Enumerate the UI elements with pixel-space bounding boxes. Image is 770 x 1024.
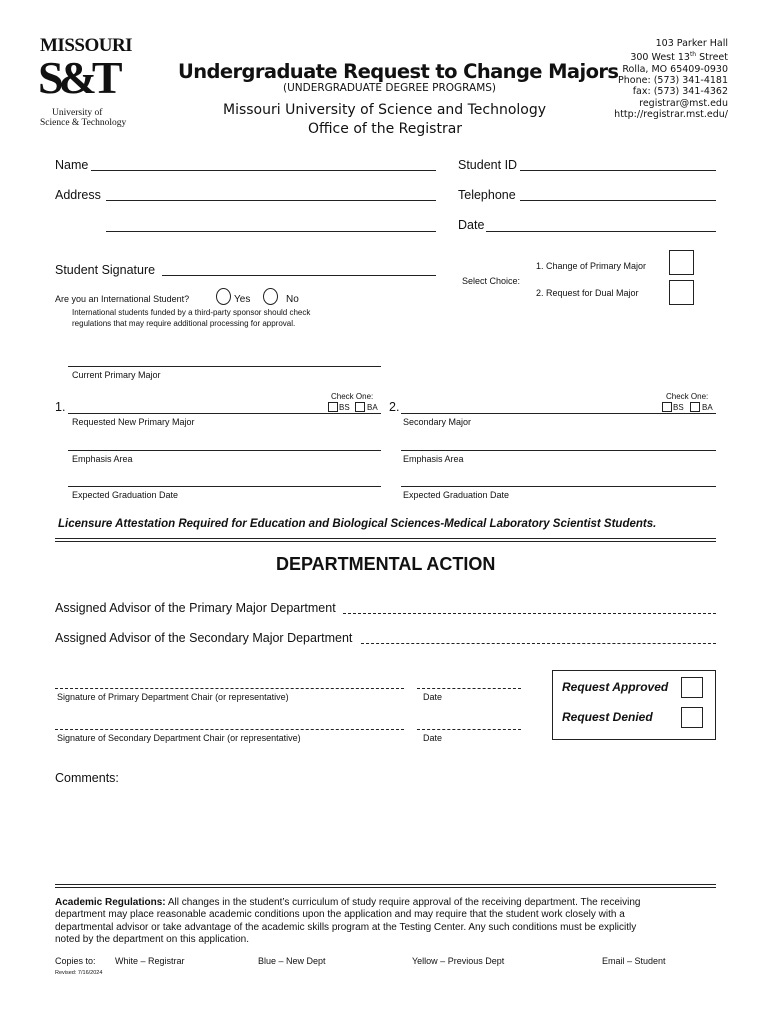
primary-grad-date-field[interactable] xyxy=(68,486,381,487)
primary-emphasis-field[interactable] xyxy=(68,450,381,451)
student-signature-label: Student Signature xyxy=(55,263,156,277)
date-label: Date xyxy=(458,218,485,232)
phone-line: Phone: (573) 341-4181 xyxy=(618,75,728,87)
check-one-label-left: Check One: xyxy=(331,392,374,401)
international-yes-radio[interactable] xyxy=(216,288,231,305)
secondary-chair-date-label: Date xyxy=(423,733,443,743)
secondary-bs-label: BS xyxy=(673,403,684,412)
no-label: No xyxy=(286,294,299,305)
number-2: 2. xyxy=(389,400,400,414)
comments-area[interactable] xyxy=(55,790,716,878)
request-denied-checkbox[interactable] xyxy=(681,707,703,728)
name-label: Name xyxy=(55,158,89,172)
address-label: Address xyxy=(55,188,101,202)
primary-chair-date-label: Date xyxy=(423,692,443,702)
footer-divider xyxy=(55,884,716,888)
international-question: Are you an International Student? xyxy=(55,294,190,304)
office-name: Office of the Registrar xyxy=(308,121,463,137)
copy-white: White – Registrar xyxy=(115,956,185,966)
request-denied-label: Request Denied xyxy=(562,710,653,724)
advisor-secondary-field[interactable] xyxy=(361,643,716,644)
current-primary-major-field[interactable] xyxy=(68,366,381,367)
international-no-radio[interactable] xyxy=(263,288,278,305)
choice-dual-major-checkbox[interactable] xyxy=(669,280,694,305)
secondary-emphasis-field[interactable] xyxy=(401,450,716,451)
secondary-chair-signature-field[interactable] xyxy=(55,729,404,730)
copy-blue: Blue – New Dept xyxy=(258,956,326,966)
approval-panel xyxy=(552,670,716,740)
telephone-field[interactable] xyxy=(520,200,716,201)
logo-monogram: S&T xyxy=(38,52,118,103)
primary-chair-signature-label: Signature of Primary Department Chair (or representative) xyxy=(57,692,289,702)
primary-ba-label: BA xyxy=(367,403,378,412)
primary-grad-date-label: Expected Graduation Date xyxy=(72,490,179,500)
secondary-bs-checkbox[interactable] xyxy=(662,402,672,412)
secondary-major-label: Secondary Major xyxy=(403,417,472,427)
primary-chair-date-field[interactable] xyxy=(417,688,521,689)
regulations-line: noted by the department on this application. xyxy=(55,934,250,946)
select-choice-label: Select Choice: xyxy=(462,276,521,286)
advisor-primary-field[interactable] xyxy=(343,613,716,614)
international-note-1: International students funded by a third-party sponsor should check xyxy=(72,308,311,317)
student-id-field[interactable] xyxy=(520,170,716,171)
address-line: Rolla, MO 65409-0930 xyxy=(622,63,728,75)
request-approved-label: Request Approved xyxy=(562,680,669,694)
primary-chair-signature-field[interactable] xyxy=(55,688,404,689)
logo-subtitle-1: University of xyxy=(52,108,103,118)
advisor-secondary-label: Assigned Advisor of the Secondary Major Department xyxy=(55,631,353,645)
secondary-grad-date-label: Expected Graduation Date xyxy=(403,490,510,500)
licensure-notice: Licensure Attestation Required for Education and Biological Sciences-Medical Laboratory Scientist Students. xyxy=(58,518,657,530)
secondary-chair-date-field[interactable] xyxy=(417,729,521,730)
secondary-grad-date-field[interactable] xyxy=(401,486,716,487)
departmental-action-heading: DEPARTMENTAL ACTION xyxy=(276,554,496,574)
secondary-major-field[interactable] xyxy=(401,413,716,414)
form-title: Undergraduate Request to Change Majors xyxy=(178,60,619,83)
revised-date: Revised: 7/16/2024 xyxy=(55,970,103,976)
primary-emphasis-label: Emphasis Area xyxy=(72,454,133,464)
comments-label: Comments: xyxy=(55,771,119,785)
requested-primary-major-field[interactable] xyxy=(68,413,381,414)
address-line: 300 West 13th Street xyxy=(630,51,728,64)
website-link[interactable]: http://registrar.mst.edu/ xyxy=(614,108,728,120)
address-line: 103 Parker Hall xyxy=(655,38,728,49)
copy-email: Email – Student xyxy=(602,956,666,966)
primary-bs-label: BS xyxy=(339,403,350,412)
regulations-line: department may place reasonable academic conditions upon the application and may require that the student work closely with a xyxy=(55,909,625,921)
name-field[interactable] xyxy=(91,170,436,171)
choice-change-primary-checkbox[interactable] xyxy=(669,250,694,275)
logo-subtitle-2: Science & Technology xyxy=(40,118,127,128)
primary-ba-checkbox[interactable] xyxy=(355,402,365,412)
address-field-1[interactable] xyxy=(106,200,436,201)
section-divider xyxy=(55,538,716,542)
secondary-ba-checkbox[interactable] xyxy=(690,402,700,412)
secondary-chair-signature-label: Signature of Secondary Department Chair (or representative) xyxy=(57,733,301,743)
copies-to-label: Copies to: xyxy=(55,956,96,966)
regulations-line: Academic Regulations: All changes in the student’s curriculum of study require approval of the receiving department. The receiving xyxy=(55,897,641,908)
date-field[interactable] xyxy=(486,231,716,232)
fax-line: fax: (573) 341-4362 xyxy=(632,86,728,98)
telephone-label: Telephone xyxy=(458,188,516,202)
primary-bs-checkbox[interactable] xyxy=(328,402,338,412)
international-note-2: regulations that may require additional processing for approval. xyxy=(72,319,296,328)
requested-primary-major-label: Requested New Primary Major xyxy=(72,417,195,427)
student-id-label: Student ID xyxy=(458,158,518,172)
copy-yellow: Yellow – Previous Dept xyxy=(412,956,505,966)
regulations-line: departmental advisor or take advantage of the academic skills program at the Testing Center. Any such conditions must be explicitly xyxy=(55,921,637,933)
request-approved-checkbox[interactable] xyxy=(681,677,703,698)
secondary-ba-label: BA xyxy=(702,403,713,412)
logo-wordmark: MISSOURI xyxy=(40,35,133,56)
current-primary-major-label: Current Primary Major xyxy=(72,370,161,380)
university-name: Missouri University of Science and Technology xyxy=(223,102,547,118)
form-subtitle: (UNDERGRADUATE DEGREE PROGRAMS) xyxy=(283,82,497,94)
advisor-primary-label: Assigned Advisor of the Primary Major Department xyxy=(55,601,336,615)
number-1: 1. xyxy=(55,400,66,414)
email-link[interactable]: registrar@mst.edu xyxy=(639,97,728,109)
academic-regulations xyxy=(55,897,720,947)
check-one-label-right: Check One: xyxy=(666,392,709,401)
choice-dual-major-label: 2. Request for Dual Major xyxy=(536,288,639,298)
student-signature-field[interactable] xyxy=(162,275,436,276)
registrar-address-block xyxy=(614,38,728,120)
yes-label: Yes xyxy=(234,294,251,305)
address-field-2[interactable] xyxy=(106,231,436,232)
secondary-emphasis-label: Emphasis Area xyxy=(403,454,464,464)
choice-change-primary-label: 1. Change of Primary Major xyxy=(536,261,647,271)
